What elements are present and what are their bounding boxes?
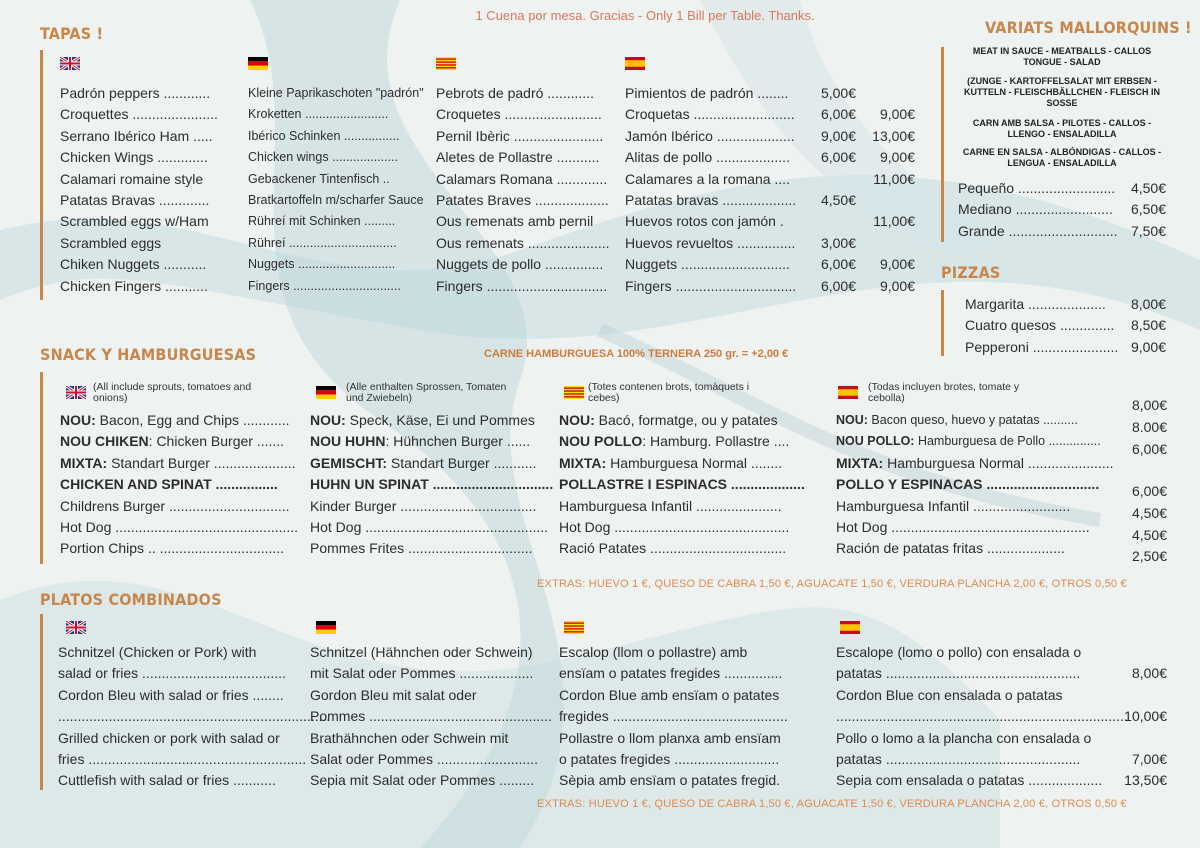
snack-item-text: Hamburguesa Normal ...................... <box>883 454 1114 471</box>
snack-item-text: Standart Burger ........... <box>387 454 537 471</box>
snack-item-text: Bacon, Egg and Chips ............ <box>95 412 290 428</box>
tapas-item-es: Croquetas .......................... <box>625 106 795 123</box>
tapas-item-de: Chicken wings ................... <box>248 150 399 165</box>
tapas-item-es: Alitas de pollo ................... <box>625 149 790 166</box>
catalan-flag-icon <box>436 57 456 70</box>
platos-item-en: Grilled chicken or pork with salad or <box>58 729 280 746</box>
uk-flag-icon <box>60 57 80 70</box>
tapas-price-2: 9,00€ <box>879 277 915 294</box>
snack-item-es <box>836 540 1065 556</box>
snack-item-bold: NOU POLLO: <box>836 434 915 449</box>
platos-item-de: Brathähnchen oder Schwein mit <box>310 729 509 746</box>
carne-note: CARNE HAMBURGUESA 100% TERNERA 250 gr. = +2,00 € <box>484 348 789 360</box>
snack-item-en <box>60 433 284 449</box>
snack-item-de <box>310 412 535 428</box>
tapas-item-ca: Pernil Ibèric ....................... <box>436 127 604 144</box>
tapas-item-es: Huevos revueltos ............... <box>625 234 796 251</box>
platos-item-en: salad or fries ..................................... <box>58 665 286 682</box>
snack-item-text: Portion Chips .. ................................ <box>60 540 285 557</box>
variats-size: Grande ............................ <box>958 222 1118 239</box>
snack-item-bold: GEMISCHT: <box>310 454 387 471</box>
platos-item-ca: Cordon Blue amb ensïam o patates <box>559 686 780 703</box>
tapas-item-es: Fingers ............................... <box>625 277 797 294</box>
platos-item-de: Salat oder Pommes .......................... <box>310 751 538 767</box>
snack-item-bold: NOU: <box>836 413 868 427</box>
tapas-price-2: 9,00€ <box>879 256 915 273</box>
snack-item-bold: MIXTA: <box>559 454 607 471</box>
platos-item-es: patatas .................................................. <box>836 751 1081 767</box>
snack-item-bold: NOU: <box>559 412 595 428</box>
snack-item-text: Hot Dog ............................................. <box>559 519 790 535</box>
snack-item-bold: HUHN UN SPINAT ............................... <box>310 476 554 493</box>
tapas-item-en: Croquettes ...................... <box>60 106 218 123</box>
german-flag-icon <box>316 621 336 634</box>
tapas-item-en: Chicken Fingers ........... <box>60 277 208 294</box>
variats-divider <box>941 47 944 242</box>
tapas-price-2: 9,00€ <box>879 149 915 166</box>
tapas-price-1: 3,00€ <box>820 234 856 251</box>
snack-item-bold: NOU: <box>60 412 96 428</box>
pizza-item: Margarita .................... <box>965 296 1106 312</box>
tapas-item-ca: Ous remenats amb pernil <box>436 213 594 230</box>
platos-item-en: Cordon Bleu with salad or fries ........ <box>58 686 284 703</box>
platos-item-es: ........................................................................... <box>836 708 1128 725</box>
snack-header: SNACK Y HAMBURGUESAS <box>40 345 257 364</box>
variats-size: Pequeño ......................... <box>958 180 1116 196</box>
snack-item-text: : Hamburg. Pollastre .... <box>642 433 790 450</box>
pizzas-divider <box>941 290 944 356</box>
snack-item-ca <box>559 455 782 471</box>
pizzas-header: PIZZAS <box>941 263 1001 282</box>
snack-item-es <box>836 455 1113 471</box>
tapas-divider <box>40 50 43 300</box>
platos-item-en: Cuttlefish with salad or fries ........... <box>58 772 276 789</box>
snack-item-text: : Hühnchen Burger ...... <box>385 433 531 450</box>
tapas-item-en: Patatas Bravas ............. <box>60 192 210 208</box>
snack-item-text: Hamburguesa Infantil ......................... <box>836 497 1071 514</box>
snack-item-text: Hamburguesa de Pollo ............... <box>914 434 1101 449</box>
snack-item-text: Hamburguesa Infantil ...................... <box>559 497 782 514</box>
platos-item-es: Pollo o lomo a la plancha con ensalada o <box>836 729 1092 746</box>
tapas-item-es: Calamares a la romana .... <box>625 170 790 187</box>
snack-item-es <box>836 476 1099 492</box>
variats-desc-es: CARNE EN SALSA - ALBÓNDIGAS - CALLOS - LENGUA - ENSALADILLA <box>962 147 1162 168</box>
snack-item-text: : Chicken Burger ....... <box>148 433 285 450</box>
snack-item-text: Pommes Frites ................................ <box>310 540 533 557</box>
tapas-item-ca: Aletes de Pollastre ........... <box>436 149 600 166</box>
variats-desc-ca: CARN AMB SALSA - PILOTES - CALLOS - LLENGO - ENSALADILLA <box>972 118 1152 139</box>
snack-price: 4,50€ <box>1131 527 1167 543</box>
snack-item-bold: CHICKEN AND SPINAT ................ <box>60 476 278 493</box>
tapas-item-ca: Calamars Romana ............. <box>436 170 608 187</box>
bill-notice: 1 Cuena por mesa. Gracias - Only 1 Bill per Table. Thanks. <box>475 8 815 23</box>
tapas-item-de: Bratkartoffeln m/scharfer Sauce <box>248 193 424 207</box>
tapas-item-es: Nuggets ............................ <box>625 256 790 273</box>
snack-item-ca <box>559 433 789 449</box>
tapas-item-es: Huevos rotos con jamón . <box>625 213 784 230</box>
tapas-item-ca: Nuggets de pollo ............... <box>436 256 604 273</box>
snack-item-en <box>60 412 290 428</box>
snack-item-text: Hot Dog ............................................... <box>310 519 549 535</box>
snack-note-de: (Alle enthalten Sprossen, Tomaten und Zwiebeln) <box>346 381 507 404</box>
platos-item-de: mit Salat oder Pommes ................... <box>310 665 534 682</box>
platos-price: 7,00€ <box>1131 751 1167 767</box>
snack-price: 8,00€ <box>1131 397 1167 413</box>
snack-item-en <box>60 540 284 556</box>
snack-price: 8.00€ <box>1131 419 1167 435</box>
snack-item-en <box>60 519 298 535</box>
snack-item-de <box>310 498 536 514</box>
tapas-price-1: 6,00€ <box>820 106 856 123</box>
snack-item-bold: NOU POLLO <box>559 433 643 450</box>
tapas-item-en: Scrambled eggs w/Ham <box>60 213 209 230</box>
tapas-price-1: 6,00€ <box>820 149 856 166</box>
spanish-flag-icon <box>625 57 645 70</box>
platos-item-en: ...................................................................... <box>58 708 331 725</box>
snack-note-es: (Todas incluyen brotes, tomate y cebolla) <box>868 381 1020 404</box>
snack-item-text: Ración de patatas fritas .................... <box>836 540 1065 557</box>
snack-item-ca <box>559 498 782 514</box>
snack-price: 6,00€ <box>1131 483 1167 499</box>
variats-desc-de: (ZUNGE - KARTOFFELSALAT MIT ERBSEN - KUTTELN - FLEISCHBÄLLCHEN - FLEISCH IN SOSSE <box>964 76 1160 108</box>
pizza-price: 8,50€ <box>1130 317 1166 334</box>
tapas-item-en: Serrano Ibérico Ham ..... <box>60 127 213 144</box>
platos-item-de: Pommes ............................................... <box>310 708 552 725</box>
german-flag-icon <box>316 386 336 399</box>
pizza-item: Pepperoni ...................... <box>965 338 1119 355</box>
snack-item-text: Hot Dog ............................................... <box>60 519 299 535</box>
snack-item-de <box>310 519 548 535</box>
tapas-item-ca: Patates Braves ................... <box>436 192 609 208</box>
tapas-item-ca: Pebrots de padró ............ <box>436 85 594 101</box>
snack-item-text: Standart Burger ..................... <box>107 454 296 471</box>
platos-item-en: Schnitzel (Chicken or Pork) with <box>58 644 257 660</box>
snack-item-de <box>310 540 532 556</box>
tapas-item-de: Rühreí ............................... <box>248 235 397 250</box>
snack-item-bold: MIXTA: <box>60 454 108 471</box>
snack-item-bold: POLLASTRE I ESPINACS ................... <box>559 476 805 493</box>
snack-item-text: Childrens Burger ............................... <box>60 497 290 514</box>
tapas-price-1: 5,00€ <box>820 85 856 101</box>
platos-divider <box>40 614 43 790</box>
tapas-item-en: Chiken Nuggets ........... <box>60 256 207 273</box>
variats-size: Mediano ......................... <box>958 201 1113 218</box>
snack-item-bold: NOU CHIKEN <box>60 433 149 450</box>
platos-item-es: Escalope (lomo o pollo) con ensalada o <box>836 644 1082 660</box>
snack-item-es <box>836 519 1090 535</box>
snack-item-de <box>310 476 553 492</box>
snack-item-bold: MIXTA: <box>836 454 884 471</box>
extras-note: EXTRAS: HUEVO 1 €, QUESO DE CABRA 1,50 €, AGUACATE 1,50 €, VERDURA PLANCHA 2,00 €, OTROS 0,50 € <box>537 578 1127 590</box>
snack-item-text: Bacó, formatge, ou y patates <box>594 412 778 428</box>
platos-item-ca: Escalop (llom o pollastre) amb <box>559 644 748 660</box>
tapas-item-de: Kleine Paprikaschoten "padrón" <box>248 86 424 100</box>
tapas-item-en: Padrón peppers ............ <box>60 85 211 101</box>
platos-item-en: fries ........................................................ <box>58 751 307 767</box>
tapas-price-1: 6,00€ <box>820 277 856 294</box>
uk-flag-icon <box>66 386 86 399</box>
tapas-item-en: Calamari romaine style <box>60 170 204 187</box>
tapas-item-de: Ibérico Schinken ................ <box>248 128 400 143</box>
platos-item-es: Cordon Blue con ensalada o patatas <box>836 686 1063 703</box>
variats-desc-en: MEAT IN SAUCE - MEATBALLS - CALLOS TONGUE - SALAD <box>972 46 1152 67</box>
platos-item-ca: Sèpia amb ensïam o patates fregid. <box>559 772 781 789</box>
tapas-item-de: Nuggets ............................ <box>248 257 396 272</box>
pizza-item: Cuatro quesos .............. <box>965 317 1115 334</box>
variats-price: 6,50€ <box>1130 201 1166 218</box>
extras-note-2: EXTRAS: HUEVO 1 €, QUESO DE CABRA 1,50 €, AGUACATE 1,50 €, VERDURA PLANCHA 2,00 €, OTROS 0,50 € <box>537 798 1127 810</box>
platos-header: PLATOS COMBINADOS <box>40 590 222 609</box>
snack-price: 2,50€ <box>1131 548 1167 564</box>
tapas-price-2: 13,00€ <box>872 127 915 144</box>
pizza-price: 8,00€ <box>1130 296 1166 312</box>
tapas-item-de: Kroketten ........................ <box>248 107 389 122</box>
snack-item-text: Kinder Burger ................................... <box>310 497 537 514</box>
catalan-flag-icon <box>564 621 584 634</box>
tapas-item-ca: Fingers ............................... <box>436 277 608 294</box>
platos-item-de: Gordon Bleu mit salat oder <box>310 686 477 703</box>
tapas-price-2: 11,00€ <box>873 170 915 187</box>
tapas-price-2: 9,00€ <box>879 106 915 123</box>
spanish-flag-icon <box>838 386 858 399</box>
tapas-price-1: 9,00€ <box>820 127 856 144</box>
snack-item-en <box>60 476 278 492</box>
tapas-price-1: 4,50€ <box>820 192 856 208</box>
platos-item-de: Sepia mit Salat oder Pommes ......... <box>310 772 535 789</box>
snack-item-es <box>836 498 1070 514</box>
german-flag-icon <box>248 57 268 70</box>
platos-item-ca: fregides ............................................. <box>559 708 788 725</box>
tapas-item-ca: Croquetes ......................... <box>436 106 602 123</box>
snack-item-es <box>836 412 1078 428</box>
catalan-flag-icon <box>564 386 584 399</box>
snack-item-bold: POLLO Y ESPINACAS ............................. <box>836 476 1100 493</box>
snack-item-bold: NOU: <box>310 412 346 428</box>
snack-divider <box>40 372 43 564</box>
tapas-item-en: Chicken Wings ............. <box>60 149 208 166</box>
platos-item-de: Schnitzel (Hähnchen oder Schwein) <box>310 644 533 660</box>
snack-item-ca <box>559 412 778 428</box>
snack-item-text: Ració Patates ................................... <box>559 540 787 557</box>
snack-item-ca <box>559 540 786 556</box>
platos-item-ca: ensïam o patates fregides ............... <box>559 665 783 682</box>
spanish-flag-icon <box>840 621 860 634</box>
platos-item-ca: o patates fregides ........................... <box>559 751 780 767</box>
snack-note-en: (All include sprouts, tomatoes and onions) <box>93 381 252 404</box>
variats-header: VARIATS MALLORQUINS ! <box>985 18 1192 37</box>
snack-item-de <box>310 433 530 449</box>
tapas-item-en: Scrambled eggs <box>60 234 162 251</box>
platos-price: 8,00€ <box>1131 665 1167 682</box>
tapas-item-de: Gebackener Tintenfisch .. <box>248 171 390 186</box>
uk-flag-icon <box>66 621 86 634</box>
snack-item-en <box>60 498 290 514</box>
snack-price: 4,50€ <box>1131 505 1167 521</box>
tapas-item-ca: Ous remenats ..................... <box>436 234 610 251</box>
snack-price: 6,00€ <box>1131 441 1167 457</box>
pizza-price: 9,00€ <box>1130 338 1166 355</box>
tapas-price-2: 11,00€ <box>873 213 915 230</box>
snack-item-text: Speck, Käse, Ei und Pommes <box>345 412 535 428</box>
platos-price: 13,50€ <box>1124 772 1167 789</box>
snack-item-text: Hamburguesa Normal ........ <box>606 454 783 471</box>
snack-item-de <box>310 455 536 471</box>
tapas-price-1: 6,00€ <box>820 256 856 273</box>
snack-item-ca <box>559 519 789 535</box>
snack-item-bold: NOU HUHN <box>310 433 386 450</box>
platos-item-es: Sepia com ensalada o patatas ................... <box>836 772 1103 789</box>
snack-item-en <box>60 455 295 471</box>
tapas-item-es: Patatas bravas ................... <box>625 192 797 208</box>
tapas-item-de: Rühreí mit Schinken ......... <box>248 214 396 229</box>
snack-item-text: Hot Dog ................................................... <box>836 519 1090 535</box>
variats-price: 7,50€ <box>1130 222 1166 239</box>
tapas-item-es: Jamón Ibérico .................... <box>625 127 795 144</box>
platos-item-es: patatas .................................................. <box>836 665 1081 682</box>
platos-item-ca: Pollastre o llom planxa amb ensïam <box>559 729 781 746</box>
tapas-item-es: Pimientos de padrón ........ <box>625 85 789 101</box>
snack-item-ca <box>559 476 805 492</box>
snack-item-es <box>836 433 1101 449</box>
variats-price: 4,50€ <box>1130 180 1166 196</box>
tapas-header: TAPAS ! <box>40 24 104 43</box>
platos-price: 10,00€ <box>1124 708 1167 725</box>
snack-note-ca: (Totes contenen brots, tomàquets i cebes) <box>588 381 750 404</box>
snack-item-text: Bacon queso, huevo y patatas .......... <box>867 413 1078 427</box>
tapas-item-de: Fingers ............................... <box>248 278 401 293</box>
